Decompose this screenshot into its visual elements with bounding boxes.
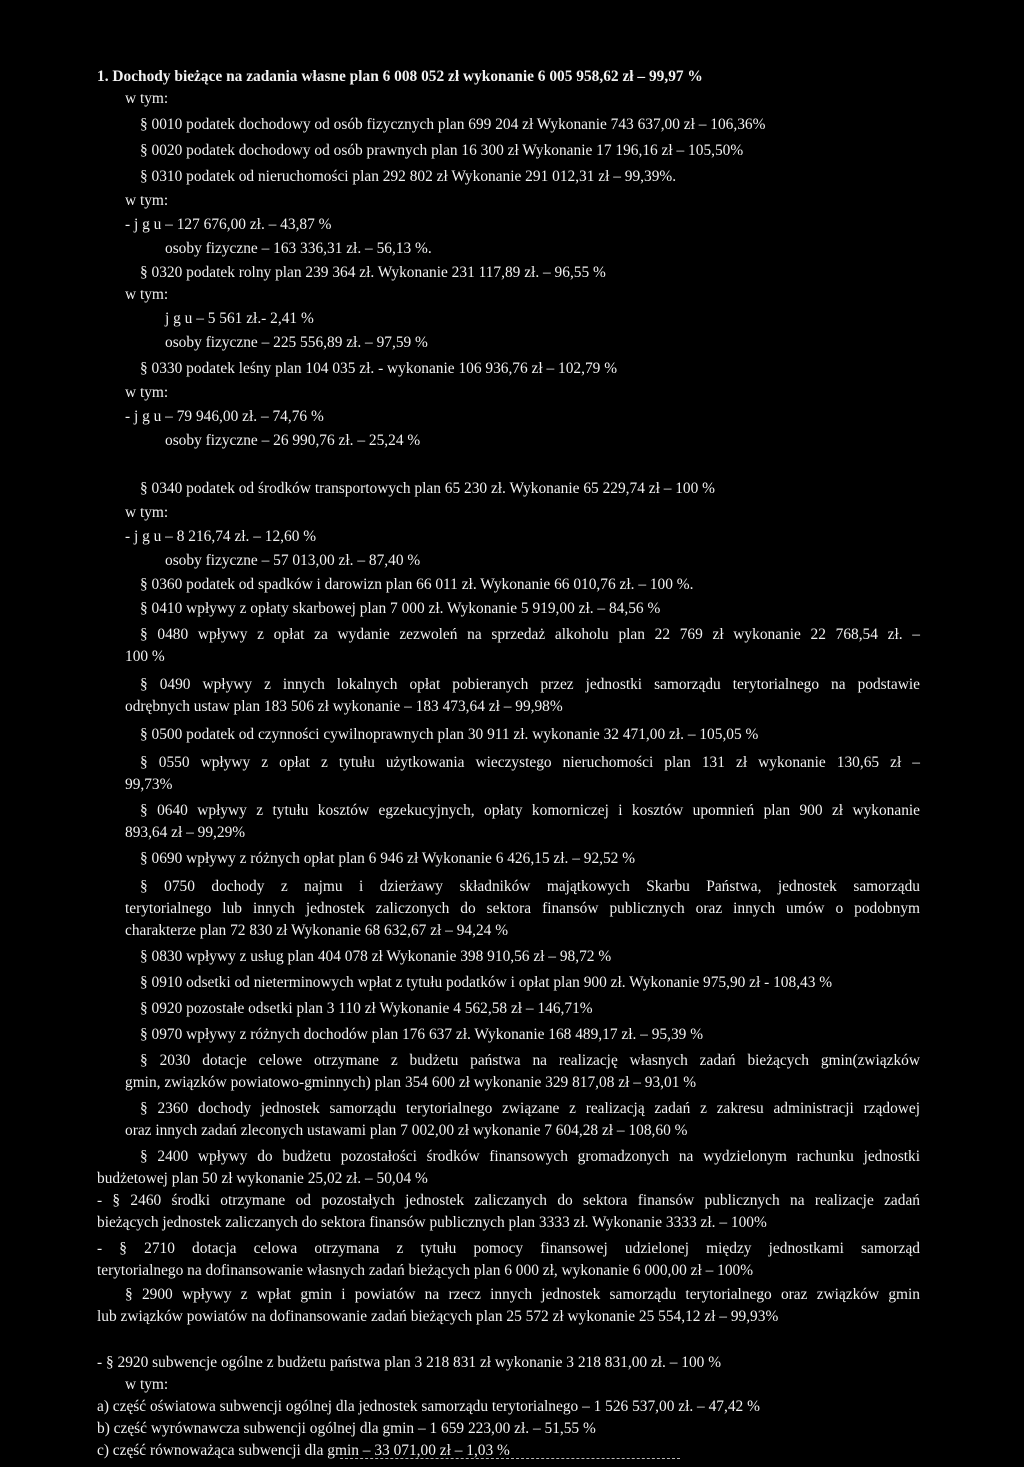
text-line: gmin, związków powiatowo-gminnych) plan 354 600 zł wykonanie 329 817,08 zł – 93,01 %	[125, 1074, 697, 1091]
text-line: § 2030 dotacje celowe otrzymane z budżetu państwa na realizację własnych zadań bieżących gmin(związków	[140, 1052, 920, 1069]
text-line: c) część równoważąca subwencji dla gmin – 33 071,00 zł – 1,03 %	[97, 1442, 510, 1459]
text-line: - j g u – 127 676,00 zł. – 43,87 %	[125, 216, 332, 233]
text-line: w tym:	[125, 504, 169, 521]
text-line: 100 %	[125, 648, 165, 665]
text-line: budżetowej plan 50 zł wykonanie 25,02 zł. – 50,04 %	[97, 1170, 428, 1187]
text-line: § 0640 wpływy z tytułu kosztów egzekucyjnych, opłaty komorniczej i kosztów upomnień plan 900 zł wykonanie	[140, 802, 920, 819]
text-line: charakterze plan 72 830 zł Wykonanie 68 632,67 zł – 94,24 %	[125, 922, 509, 939]
text-line: w tym:	[125, 384, 169, 401]
text-line: § 0750 dochody z najmu i dzierżawy składników majątkowych Skarbu Państwa, jednostek samorządu	[140, 878, 920, 895]
text-line: osoby fizyczne – 57 013,00 zł. – 87,40 %	[165, 552, 421, 569]
text-line: 893,64 zł – 99,29%	[125, 824, 246, 841]
text-line: 1. Dochody bieżące na zadania własne plan 6 008 052 zł wykonanie 6 005 958,62 zł – 99,97 %	[97, 68, 703, 85]
text-line: w tym:	[125, 90, 169, 107]
text-line: b) część wyrównawcza subwencji ogólnej dla gmin – 1 659 223,00 zł. – 51,55 %	[97, 1420, 596, 1437]
text-line: § 0910 odsetki od nieterminowych wpłat z tytułu podatków i opłat plan 900 zł. Wykonanie 975,90 zł - 108,43 %	[140, 974, 833, 991]
text-line: w tym:	[125, 1376, 169, 1393]
text-line: § 0320 podatek rolny plan 239 364 zł. Wykonanie 231 117,89 zł. – 96,55 %	[140, 264, 606, 281]
text-line: § 0830 wpływy z usług plan 404 078 zł Wykonanie 398 910,56 zł – 98,72 %	[140, 948, 612, 965]
text-line: oraz innych zadań zleconych ustawami plan 7 002,00 zł wykonanie 7 604,28 zł – 108,60 %	[125, 1122, 688, 1139]
text-line: § 0360 podatek od spadków i darowizn plan 66 011 zł. Wykonanie 66 010,76 zł. – 100 %.	[140, 576, 694, 593]
text-line: § 0500 podatek od czynności cywilnoprawnych plan 30 911 zł. wykonanie 32 471,00 zł. – 105,05 %	[140, 726, 759, 743]
text-line: terytorialnego lub innych jednostek zaliczonych do sektora finansów publicznych oraz innych umów o podobnym	[125, 900, 920, 917]
text-line: § 0010 podatek dochodowy od osób fizycznych plan 699 204 zł Wykonanie 743 637,00 zł – 106,36%	[140, 116, 766, 133]
text-line: osoby fizyczne – 26 990,76 zł. – 25,24 %	[165, 432, 421, 449]
text-line: 99,73%	[125, 776, 173, 793]
text-line: § 0330 podatek leśny plan 104 035 zł. - wykonanie 106 936,76 zł – 102,79 %	[140, 360, 618, 377]
text-line: - j g u – 79 946,00 zł. – 74,76 %	[125, 408, 324, 425]
text-line: w tym:	[125, 192, 169, 209]
text-line: § 0340 podatek od środków transportowych plan 65 230 zł. Wykonanie 65 229,74 zł – 100 %	[140, 480, 715, 497]
text-line: § 0490 wpływy z innych lokalnych opłat pobieranych przez jednostki samorządu terytorialnego na podstawie	[140, 676, 920, 693]
text-line: lub związków powiatów na dofinansowanie zadań bieżących plan 25 572 zł wykonanie 25 554,12 zł – 99,93%	[97, 1308, 779, 1325]
text-line: - § 2460 środki otrzymane od pozostałych jednostek zaliczanych do sektora finansów publicznych na realizacje zadań	[97, 1192, 920, 1209]
text-line: § 0020 podatek dochodowy od osób prawnych plan 16 300 zł Wykonanie 17 196,16 zł – 105,50%	[140, 142, 744, 159]
text-line: j g u – 5 561 zł.- 2,41 %	[165, 310, 314, 327]
text-line: § 0410 wpływy z opłaty skarbowej plan 7 000 zł. Wykonanie 5 919,00 zł. – 84,56 %	[140, 600, 661, 617]
text-line: osoby fizyczne – 163 336,31 zł. – 56,13 %.	[165, 240, 432, 257]
text-line: - j g u – 8 216,74 zł. – 12,60 %	[125, 528, 317, 545]
text-line: terytorialnego na dofinansowanie własnych zadań bieżących plan 6 000 zł, wykonanie 6 000,00 zł – 100%	[97, 1262, 754, 1279]
bottom-divider	[340, 1458, 680, 1459]
text-line: § 0690 wpływy z różnych opłat plan 6 946 zł Wykonanie 6 426,15 zł. – 92,52 %	[140, 850, 636, 867]
text-line: odrębnych ustaw plan 183 506 zł wykonanie – 183 473,64 zł – 99,98%	[125, 698, 563, 715]
text-line: § 0970 wpływy z różnych dochodów plan 176 637 zł. Wykonanie 168 489,17 zł. – 95,39 %	[140, 1026, 704, 1043]
text-line: § 2400 wpływy do budżetu pozostałości środków finansowych gromadzonych na wydzielonym rachunku jednostki	[140, 1148, 920, 1165]
text-line: w tym:	[125, 286, 169, 303]
text-line: § 0480 wpływy z opłat za wydanie zezwoleń na sprzedaż alkoholu plan 22 769 zł wykonanie 22 768,54 zł. –	[140, 626, 920, 643]
text-line: - § 2920 subwencje ogólne z budżetu państwa plan 3 218 831 zł wykonanie 3 218 831,00 zł. – 100 %	[97, 1354, 722, 1371]
text-line: bieżących jednostek zaliczanych do sektora finansów publicznych plan 3333 zł. Wykonanie 3333 zł. – 100%	[97, 1214, 767, 1231]
text-line: § 0310 podatek od nieruchomości plan 292 802 zł Wykonanie 291 012,31 zł – 99,39%.	[140, 168, 677, 185]
text-line: - § 2710 dotacja celowa otrzymana z tytułu pomocy finansowej udzielonej między jednostkami samorząd	[97, 1240, 920, 1257]
text-line: a) część oświatowa subwencji ogólnej dla jednostek samorządu terytorialnego – 1 526 537,00 zł. – 47,42 %	[97, 1398, 760, 1415]
text-line: § 2360 dochody jednostek samorządu terytorialnego związane z realizacją zadań z zakresu administracji rządowej	[140, 1100, 920, 1117]
text-line: § 0550 wpływy z opłat z tytułu użytkowania wieczystego nieruchomości plan 131 zł wykonanie 130,65 zł –	[140, 754, 920, 771]
text-line: osoby fizyczne – 225 556,89 zł. – 97,59 %	[165, 334, 428, 351]
text-line: § 0920 pozostałe odsetki plan 3 110 zł Wykonanie 4 562,58 zł – 146,71%	[140, 1000, 593, 1017]
text-line: § 2900 wpływy z wpłat gmin i powiatów na rzecz innych jednostek samorządu terytorialnego oraz związków gmin	[125, 1286, 920, 1303]
